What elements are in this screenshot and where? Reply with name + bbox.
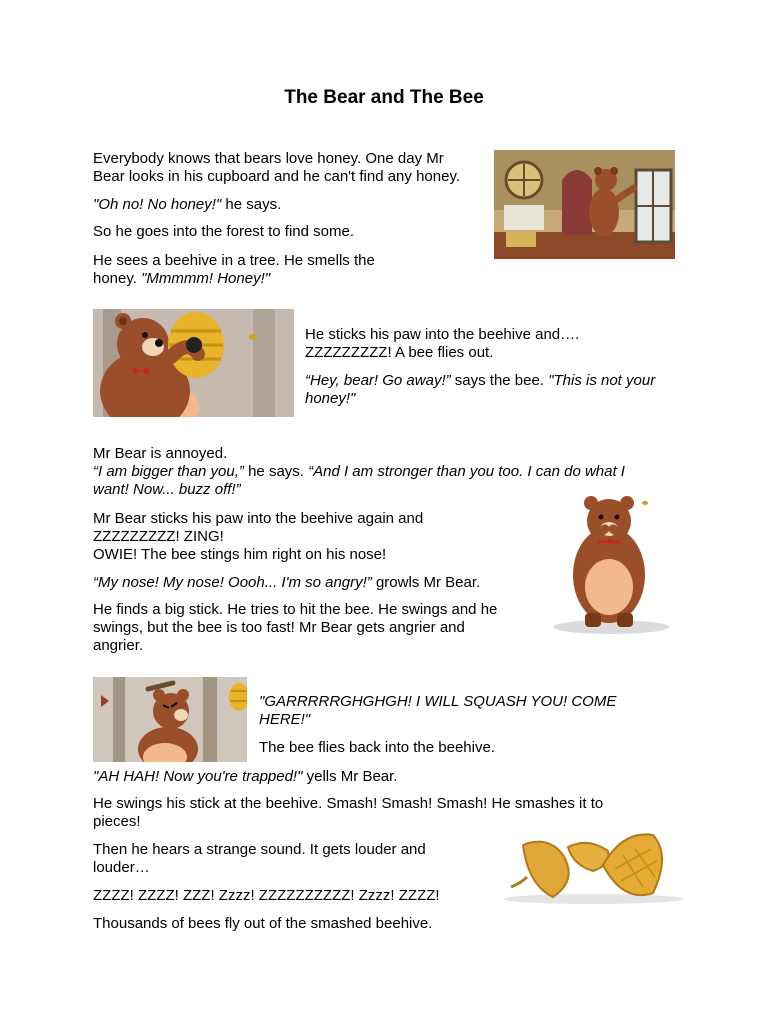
paragraph-no-honey [93, 196, 281, 214]
line: He sticks his paw into the beehive and…. [305, 326, 580, 343]
line: Mr Bear sticks his paw into the beehive again and [93, 510, 424, 527]
quote: “My nose! My nose! Oooh... I'm so angry!” [93, 574, 372, 591]
paragraph-beehive [93, 252, 393, 288]
narration: he says. [221, 196, 282, 213]
quote: "GARRRRRGHGHGH! I WILL SQUASH YOU! COME HERE!" [259, 693, 617, 728]
bear-kitchen-image [494, 150, 675, 259]
smashed-hive-image [493, 825, 688, 907]
paragraph-forest: So he goes into the forest to find some. [93, 223, 354, 240]
paragraph-my-nose [93, 574, 480, 592]
quote: “And I am stronger than you too. I can do what I want! Now... buzz off!” [93, 463, 625, 498]
quote: "Oh no! No honey!" [93, 196, 222, 213]
paragraph-buzzing: ZZZZ! ZZZZ! ZZZ! Zzzz! ZZZZZZZZZZ! Zzzz! ZZZZ! [93, 887, 440, 904]
narration: yells Mr Bear. [302, 768, 398, 785]
quote: "AH HAH! Now you're trapped!" [93, 768, 303, 785]
line: ZZZZZZZZZ! ZING! [93, 528, 224, 545]
paragraph-intro: Everybody knows that bears love honey. One day Mr Bear looks in his cupboard and he can't find any honey. [93, 150, 460, 185]
paragraph-bee-back: The bee flies back into the beehive. [259, 739, 495, 756]
story-title: The Bear and The Bee [284, 87, 484, 108]
paragraph-trapped [93, 768, 397, 786]
paragraph-go-away [305, 372, 685, 408]
narration: says the bee. [450, 372, 549, 389]
angry-bear-image [93, 677, 247, 762]
bear-beehive-image [93, 309, 294, 417]
narration: He sees a beehive in a tree. He smells the honey. [93, 252, 375, 287]
paragraph-stick: He finds a big stick. He tries to hit the bee. He swings and he swings, but the bee is too fast! Mr Bear gets angrier and angrier. [93, 601, 498, 654]
paragraph-annoyed [93, 445, 653, 499]
paragraph-sound: Then he hears a strange sound. It gets louder and louder… [93, 841, 426, 876]
quote: “I am bigger than you,” [93, 463, 244, 480]
paragraph-bees-out: Thousands of bees fly out of the smashed beehive. [93, 915, 433, 932]
quote: "Mmmmm! Honey!" [141, 270, 271, 287]
quote: "This is not your honey!" [305, 372, 656, 407]
paragraph-sting [93, 510, 513, 564]
paragraph-garrgh [259, 693, 659, 729]
quote: “Hey, bear! Go away!” [305, 372, 451, 389]
line: Mr Bear is annoyed. [93, 445, 228, 462]
paragraph-paw-in [305, 326, 579, 362]
narration: growls Mr Bear. [371, 574, 481, 591]
line: OWIE! The bee stings him right on his nose! [93, 546, 387, 563]
stung-bear-image [539, 493, 675, 641]
line: ZZZZZZZZZ! A bee flies out. [305, 344, 494, 361]
narration: he says. [243, 463, 309, 480]
paragraph-smash: He swings his stick at the beehive. Smash! Smash! Smash! He smashes it to pieces! [93, 795, 604, 830]
